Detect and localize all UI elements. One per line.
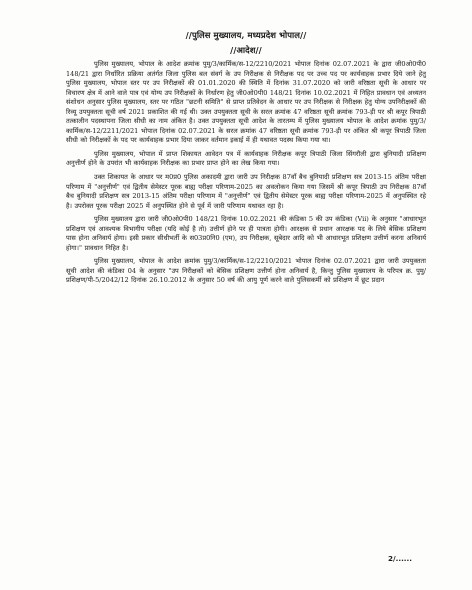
paragraph-1: पुलिस मुख्यालय, भोपाल के आदेश क्रमांक पुमु/3/कार्मिक/स-12/2210/2021 भोपाल दिनांक 02.07.2021 के द्वारा जी0ओ0पी0 148/21 द्वारा निर्धारित प्रक्रिया अतंर्गत जिला पुलिस बल संवर्ग के उप निरीक्षक से निरीक्षक पद पर उच्च पद पर कार्यवाहक प्रभार दिये जाने हेतु पुलिस मुख्यालय, भोपाल स्तर पर उप निरीक्षकों की 01.01.2020 की स्थिति में दिनांक 31.07.2020 को जारी वरिष्ठता सूची के आधार पर विचारण क्षेत्र में आने वाले पात्र एवं योग्य उप निरीक्षकों के निर्धारण हेतु जी0ओ0पी0 148/21 दिनांक 10.02.2021 में निहित प्रावधान एवं अध्यतन संशोधन अनुसार पुलिस मुख्यालय, स्तर पर गठित "छटनी समिति" से प्राप्त प्रतिवेदन के आधार पर उप निरीक्षक से निरीक्षक हेतु योग्य उपनिरीक्षकों की रिव्यू उपयुक्तता सूची वर्ष 2021 प्रकाशित की गई थी। उक्त उपयुक्तता सूची के सरल क्रमांक 47 वरिष्ठता सूची क्रमांक 793-ड़ी पर श्री कपूर त्रिपाठी तत्कालीन पदस्थापना जिला सीधी का नाम अंकित है। उक्त उपयुक्तता सूची आदेश के तारतम्य में पुलिस मुख्यालय भोपाल के आदेश क्रमांक पुमु/3/कार्मिक/स-12/2211/2021 भोपाल दिनांक 02.07.2021 के सरल क्रमांक 47 वरिष्ठता सूची क्रमांक 793-ड़ी पर अंकित श्री कपूर त्रिपाठी जिला सीधी को निरीक्षकों के पद पर कार्यवाहक प्रभार दिया जाकर वर्तमान इकाई में ही यथावत पदस्थ किया गया था। xyxy=(66,60,426,145)
paragraph-3: उक्त शिकायत के आधार पर म0प्र0 पुलिस अकादमी द्वारा जारी उप निरीक्षक 87वॉं बैच बुनियादी प्रशिक्षण सत्र 2013-15 अंतिम परीक्षा परिणाम में "अनुत्तीर्ण" एवं द्वितीय सेमेस्टर पूरक बाह्य परीक्षा परिणाम-2025 का अवलोकन किया गया जिसमें श्री कपूर त्रिपाठी उप निरीक्षक 87वॉं बैच बुनियादी प्रशिक्षण सत्र 2013-15 अंतिम परीक्षा परिणाम में "अनुत्तीर्ण" एवं द्वितीय सेमेस्टर पूरक बाह्य परीक्षा परिणाम-2025 में अनुपस्थित रहे है। उपरोक्त पूरक परीक्षा 2025 में अनुपस्थित होने से पूर्व में जारी परिणाम यथावत रहा है। xyxy=(66,173,426,210)
paragraph-4: पुलिस मुख्यालय द्वारा जारी जी0ओ0पी0 148/21 दिनांक 10.02.2021 की कंडिका 5 की उप कंडिका (Vii) के अनुसार "आधारभूत प्रशिक्षण एवं आवश्यक विभागीय परीक्षा (यदि कोई है तो) उत्तीर्ण होने पर ही पात्रता होगी। आरक्षक से प्रधान आरक्षक पद के लिये बेसिक प्रशिक्षण पास होना अनिवार्य होगा। इसी प्रकार सीधीभर्ती के स03प्र0नि0 (एम), उप निरीक्षक, सूबेदार आदि को भी आधारभूत प्रशिक्षण उत्तीर्ण करना अनिवार्य होगा।" प्रावधान निहित है। xyxy=(66,215,426,252)
paragraph-2: पुलिस मुख्यालय, भोपाल में प्राप्त शिकायत आवेदन पत्र में कार्यवाहक निरीक्षक कपूर त्रिपाठी जिला सिंगरौली द्वारा बुनियादी प्रशिक्षण अनुत्तीर्ण होने के उपरांत भी कार्यवाहक निरीक्षक का प्रभार प्राप्त होने का लेख किया गया। xyxy=(66,149,426,168)
order-heading: //आदेश// xyxy=(230,45,262,55)
page-continuation-marker: 2/...... xyxy=(387,554,412,563)
paragraph-5: पुलिस मुख्यालय, भोपाल के आदेश क्रमांक पुमु/3/कार्मिक/स-12/2210/2021 भोपाल दिनांक 02.07.2021 द्वारा जारी उपयुक्तता सूची आदेश की कंडिका 04 के अनुसार "उप निरीक्षकों को बेसिक प्रशिक्षण उत्तीर्ण होना अनिवार्य है, किन्तु पुलिस मुख्यालय के परिपत्र क्र. पुमु/प्रशिक्षण/पी-5/2042/12 दिनांक 26.10.2012 के अनुसार 50 वर्ष की आयु पूर्ण करने वाले पुलिसकर्मी को प्रशिक्षण में छूट प्रदान xyxy=(66,257,426,285)
office-title: //पुलिस मुख्यालय, मध्यप्रदेश भोपाल// xyxy=(185,30,307,40)
